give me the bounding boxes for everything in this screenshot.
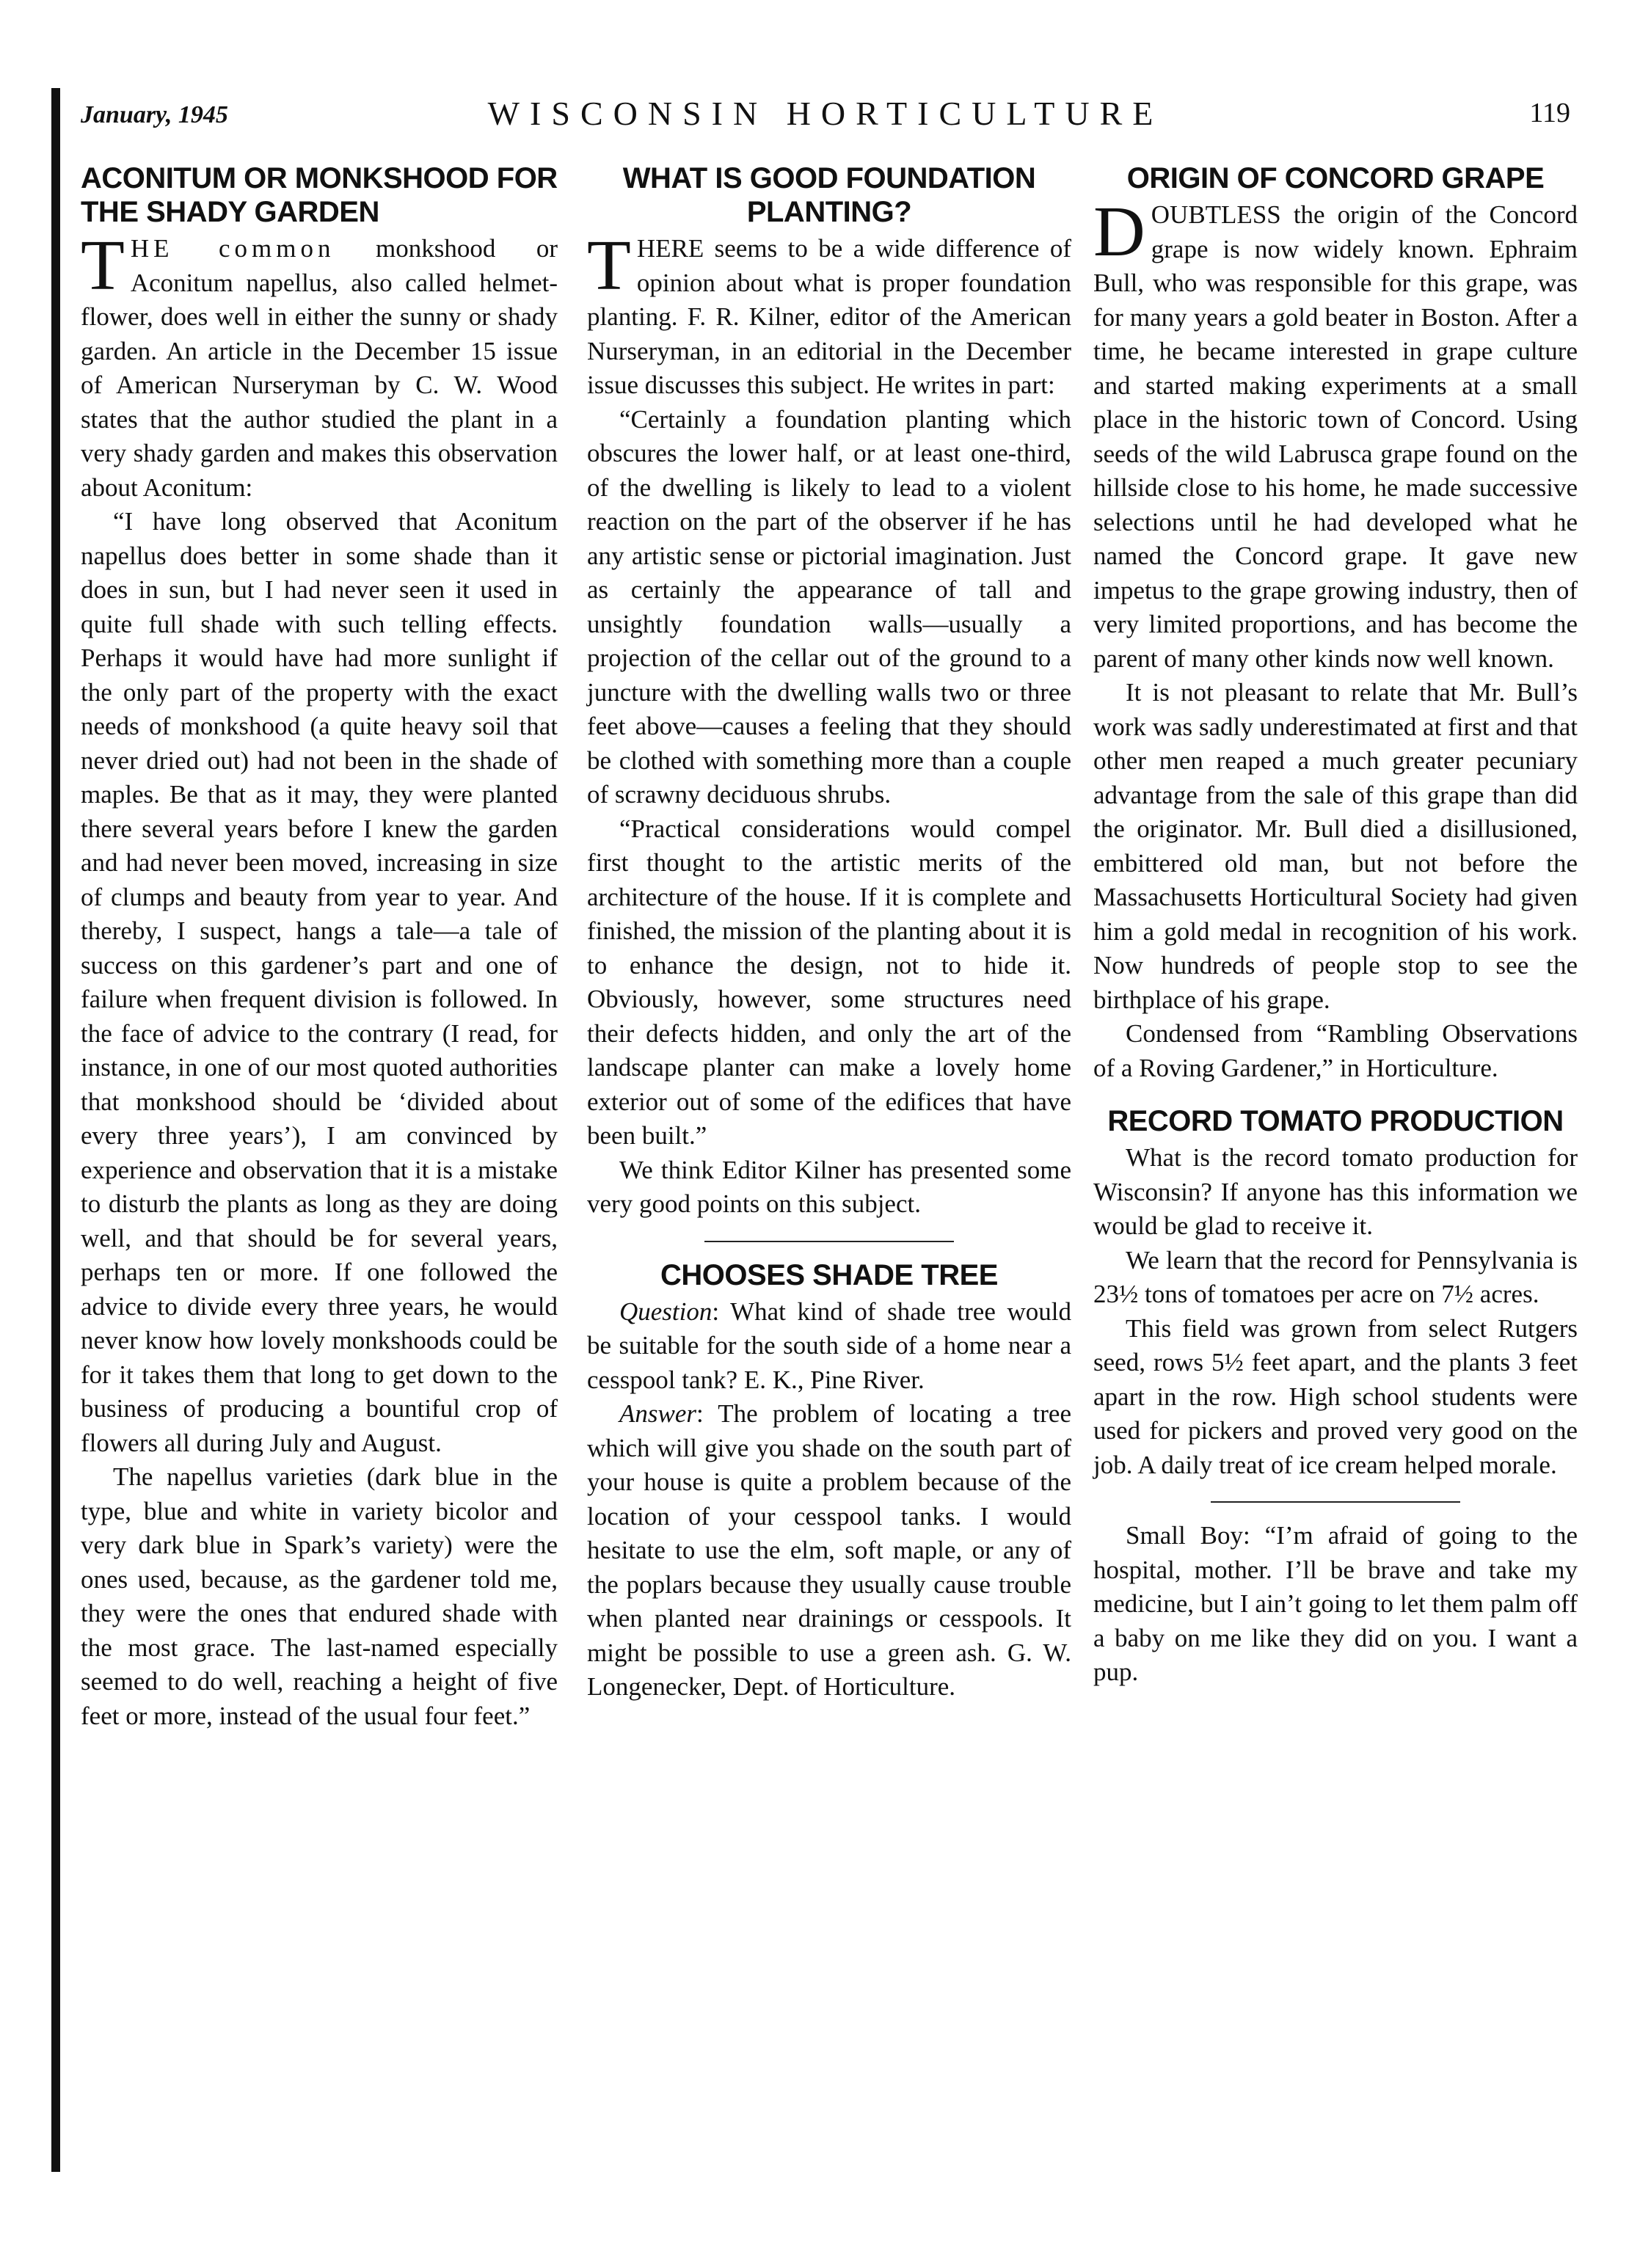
section-divider: [704, 1241, 954, 1242]
small-boy-joke: Small Boy: “I’m afraid of going to the hospital, mother. I’ll be brave and take my medicine, but I ain’t going to let them palm off a baby on me like they did on you. I want a pup.: [1093, 1521, 1578, 1686]
concord-lead-text: OUBTLESS the origin of the Concord grape is now widely known. Ephraim Bull, who was responsible for this grape, was for many years a gold beater in Boston. After a time, he became interested in grape culture and started making experiments at a small place in the historic town of Concord. Using seeds of the wild Labrusca grape found on the hillside close to his home, he made successive selections until he had developed what he named the Concord grape. It gave new impetus to the grape growing industry, then of very limited proportions, and has become the parent of many other kinds now well known.: [1093, 200, 1578, 673]
foundation-lead-paragraph: [587, 226, 1071, 403]
concord-lead-paragraph: [1093, 192, 1578, 676]
aconitum-paragraph-3: The napellus varieties (dark blue in the type, blue and white in variety bicolor and very dark blue in Spark’s variety) were the ones used, because, as the gardener told me, they were the ones that endured shade with the most grace. The last-named especially seemed to do well, reaching a height of five feet or more, instead of the usual four feet.”: [81, 1462, 558, 1730]
publication-title: WISCONSIN HORTICULTURE: [487, 95, 1164, 132]
concord-paragraph-3: Condensed from “Rambling Observations of a Roving Gardener,” in Horticulture.: [1093, 1019, 1578, 1082]
shade-tree-question: [587, 1295, 1071, 1398]
shade-tree-answer: [587, 1397, 1071, 1704]
foundation-headline: WHAT IS GOOD FOUNDATION PLANTING?: [622, 162, 1036, 228]
tomato-paragraph-1: What is the record tomato production for Wisconsin? If anyone has this information we would be glad to receive it.: [1093, 1143, 1578, 1240]
tomato-paragraph-3: This field was grown from select Rutgers seed, rows 5½ feet apart, and the plants 3 feet apart in the row. High school students were used for pickers and proved very good on the job. A daily treat of ice cream helped morale.: [1093, 1313, 1578, 1479]
foundation-paragraph-4: We think Editor Kilner has presented some very good points on this subject.: [587, 1155, 1071, 1218]
question-label: Question: [619, 1297, 712, 1326]
answer-text: : The problem of locating a tree which will give you shade on the south part of your house is quite a problem because of the location of your cesspool tanks. I would hesitate to use the elm, soft maple, or any of the poplars because they usually cause trouble when planted near drainings or cesspools. It might be possible to use a green ash. G. W. Longenecker, Dept. of Horticulture.: [587, 1399, 1071, 1701]
foundation-dropcap: T: [587, 226, 631, 305]
aconitum-dropcap: T: [81, 226, 125, 305]
aconitum-headline: ACONITUM OR MONKSHOOD FOR THE SHADY GARDEN: [81, 162, 558, 228]
column-left: [81, 161, 558, 1733]
page-number: 119: [1529, 98, 1570, 128]
tomato-paragraph-2: We learn that the record for Pennsylvania is 23½ tons of tomatoes per acre on 7½ acres.: [1093, 1245, 1578, 1308]
concord-headline: ORIGIN OF CONCORD GRAPE: [1126, 162, 1545, 194]
column-middle: [587, 161, 1071, 1704]
aconitum-lead-paragraph: [81, 226, 558, 505]
foundation-paragraph-2: “Certainly a foundation planting which obscures the lower half, or at least one-third, of the dwelling is likely to lead to a violent reaction on the part of the observer if he has any artistic sense or pictorial imagination. Just as certainly the appearance of tall and unsightly foundation walls—usually a projection of the cellar out of the ground to a juncture with the dwelling walls two or three feet above—causes a feeling that they should be clothed with something more than a couple of scrawny deciduous shrubs.: [587, 404, 1071, 809]
tomato-headline: RECORD TOMATO PRODUCTION: [1107, 1105, 1564, 1137]
shade-tree-headline: CHOOSES SHADE TREE: [660, 1258, 998, 1291]
foundation-paragraph-3: “Practical considerations would compel first thought to the artistic merits of the architecture of the house. If it is complete and finished, the mission of the planting about it is to enhance the design, not to hide it. Obviously, however, some structures need their defects hidden, and only the art of the landscape planter can make a lovely home exterior out of some of the edifices that have been built.”: [587, 814, 1071, 1150]
running-head: [81, 94, 1570, 138]
scan-edge-bar: [51, 88, 60, 2172]
concord-paragraph-2: It is not pleasant to relate that Mr. Bull’s work was sadly underestimated at first and that other men reaped a much greater pecuniary advantage from the sale of this grape than did the originator. Mr. Bull died a disillusioned, embittered old man, but not before the Massachusetts Horticultural Society had given him a gold medal in recognition of his work. Now hundreds of people stop to see the birthplace of his grape.: [1093, 678, 1578, 1014]
aconitum-lead-text: monkshood or Aconitum napellus, also called helmet-flower, does well in either the sunny or shady garden. An article in the December 15 issue of American Nurseryman by C. W. Wood states that the author studied the plant in a very shady garden and makes this observation about Aconitum:: [81, 234, 558, 502]
column-right: [1093, 161, 1578, 1690]
answer-label: Answer: [619, 1399, 696, 1428]
foundation-lead-text: HERE seems to be a wide difference of opinion about what is proper foundation planting. F. R. Kilner, editor of the American Nurseryman, in an editorial in the December issue discusses this subject. He writes in part:: [587, 234, 1071, 399]
concord-dropcap: D: [1093, 192, 1145, 271]
aconitum-paragraph-2: “I have long observed that Aconitum napellus does better in some shade than it does in sun, but I had never seen it used in quite full shade with such telling effects. Perhaps it would have had more sunlight if the only part of the property with the exact needs of monkshood (a quite heavy soil that never dried out) had not been in the shade of maples. Be that as it may, they were planted there several years before I knew the garden and had never been moved, increasing in size of clumps and beauty from year to year. And thereby, I suspect, hangs a tale—a tale of success on this gardener’s part and one of failure when frequent division is followed. In the face of advice to the contrary (I read, for instance, in one of our most quoted authorities that monkshood should be ‘divided about every three years’), I am convinced by experience and observation that it is a mistake to disturb the plants as long as they are doing well, and that should be for several years, perhaps ten or more. If one followed the advice to divide every three years, he would never know how lovely monkshoods could be for it takes them that long to get down to the business of producing a bountiful crop of flowers all during July and August.: [81, 507, 558, 1457]
section-divider: [1211, 1501, 1460, 1503]
question-text: : What kind of shade tree would be suitable for the south side of a home near a cesspool tank? E. K., Pine River.: [587, 1297, 1071, 1394]
issue-date: January, 1945: [81, 101, 228, 128]
aconitum-lead-spaced: HE common: [130, 234, 335, 263]
